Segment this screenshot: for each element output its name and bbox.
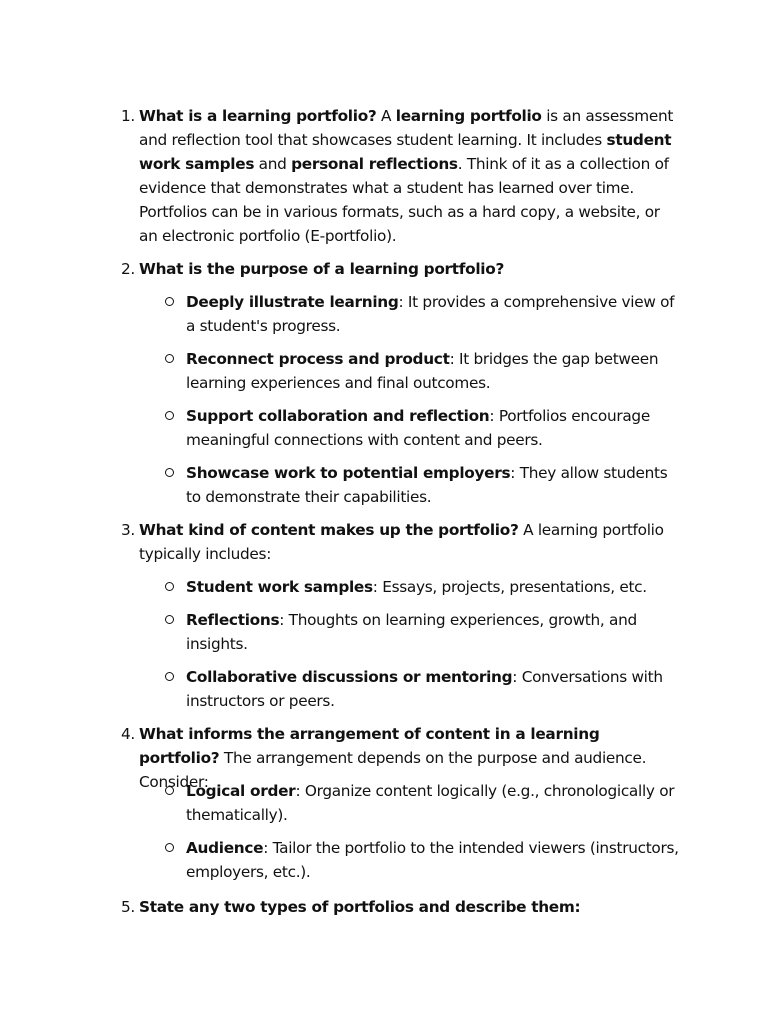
question-text: . Think of it as a collection of evidence that demonstrates what a student has learned over time. Portfolios can be in various formats, such as a hard copy, a website, or an electronic portfolio (E-portfolio). bbox=[139, 155, 669, 245]
circle-bullet-icon bbox=[165, 297, 174, 306]
question-text: A bbox=[376, 107, 396, 125]
list-item-term: Reconnect process and product bbox=[186, 350, 450, 368]
list-item-term: Logical order bbox=[186, 782, 296, 800]
list-item bbox=[186, 404, 686, 452]
question-text: is an assessment and reflection tool that showcases student learning. It includes bbox=[139, 107, 674, 149]
circle-bullet-icon bbox=[165, 672, 174, 681]
list-item-text: : Tailor the portfolio to the intended viewers (instructors, employers, etc.). bbox=[186, 839, 679, 881]
list-item-term: Deeply illustrate learning bbox=[186, 293, 399, 311]
list-item bbox=[186, 608, 686, 656]
list-item-text: : Essays, projects, presentations, etc. bbox=[372, 578, 647, 596]
question-number: 5. bbox=[121, 898, 135, 916]
circle-bullet-icon bbox=[165, 615, 174, 624]
list-item bbox=[186, 290, 686, 338]
list-item bbox=[186, 575, 686, 599]
list-item-text: : Conversations with instructors or peers. bbox=[186, 668, 663, 710]
circle-bullet-icon bbox=[165, 843, 174, 852]
list-item-term: Collaborative discussions or mentoring bbox=[186, 668, 513, 686]
list-item-text: : Portfolios encourage meaningful connections with content and peers. bbox=[186, 407, 650, 449]
list-item bbox=[186, 347, 686, 395]
circle-bullet-icon bbox=[165, 354, 174, 363]
list-item-term: Showcase work to potential employers bbox=[186, 464, 511, 482]
list-item bbox=[186, 836, 686, 884]
question-heading: What is the purpose of a learning portfolio? bbox=[139, 260, 505, 278]
question-3 bbox=[121, 518, 679, 566]
question-text: A learning portfolio typically includes: bbox=[139, 521, 664, 563]
list-item-text: : It bridges the gap between learning experiences and final outcomes. bbox=[186, 350, 659, 392]
question-number: 2. bbox=[121, 260, 135, 278]
list-item bbox=[186, 779, 686, 827]
question-heading: State any two types of portfolios and describe them: bbox=[139, 898, 581, 916]
question-number: 3. bbox=[121, 521, 135, 539]
circle-bullet-icon bbox=[165, 786, 174, 795]
circle-bullet-icon bbox=[165, 411, 174, 420]
question-5 bbox=[121, 895, 679, 919]
circle-bullet-icon bbox=[165, 468, 174, 477]
list-item-term: Student work samples bbox=[186, 578, 373, 596]
question-text: The arrangement depends on the purpose and audience. Consider: bbox=[139, 749, 647, 791]
question-1 bbox=[121, 104, 679, 248]
list-item-text: : Thoughts on learning experiences, growth, and insights. bbox=[186, 611, 637, 653]
question-number: 4. bbox=[121, 725, 135, 743]
list-item-text: : It provides a comprehensive view of a student's progress. bbox=[186, 293, 675, 335]
question-2 bbox=[121, 257, 679, 281]
circle-bullet-icon bbox=[165, 582, 174, 591]
list-item-term: Reflections bbox=[186, 611, 280, 629]
bold-term: learning portfolio bbox=[395, 107, 542, 125]
question-heading: What informs the arrangement of content in a learning portfolio? bbox=[139, 725, 600, 767]
list-item bbox=[186, 461, 686, 509]
bold-term: student work samples bbox=[139, 131, 672, 173]
question-number: 1. bbox=[121, 107, 135, 125]
question-heading: What kind of content makes up the portfolio? bbox=[139, 521, 519, 539]
list-item bbox=[186, 665, 686, 713]
question-text: and bbox=[254, 155, 292, 173]
list-item-term: Audience bbox=[186, 839, 264, 857]
list-item-term: Support collaboration and reflection bbox=[186, 407, 490, 425]
bold-term: personal reflections bbox=[291, 155, 458, 173]
list-item-text: : Organize content logically (e.g., chronologically or thematically). bbox=[186, 782, 675, 824]
question-heading: What is a learning portfolio? bbox=[139, 107, 377, 125]
list-item-text: : They allow students to demonstrate their capabilities. bbox=[186, 464, 668, 506]
